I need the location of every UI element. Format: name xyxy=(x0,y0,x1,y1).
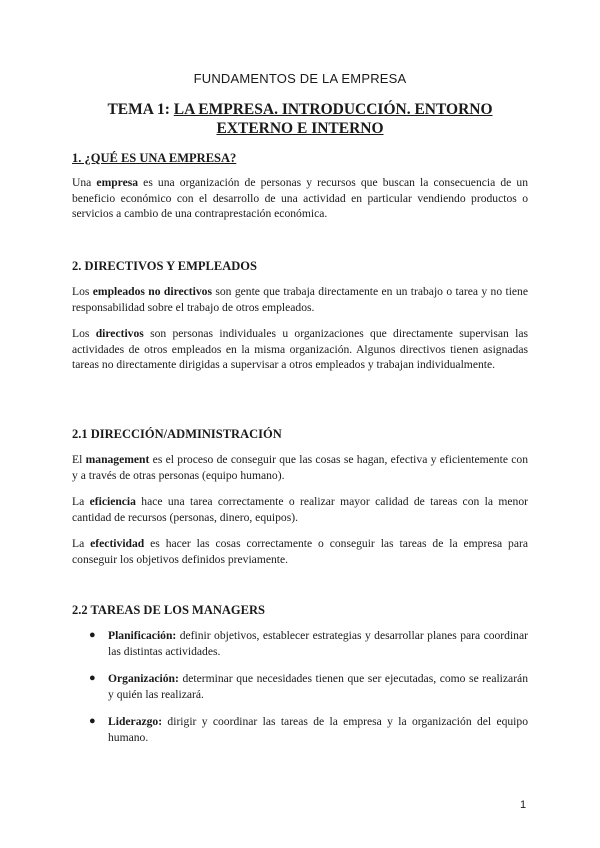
section-2-heading: 2. DIRECTIVOS Y EMPLEADOS xyxy=(72,259,257,273)
list-item: ● Liderazgo: dirigir y coordinar las tareas de la empresa y la organización del equipo humano. xyxy=(89,715,528,744)
section-2-2-heading: 2.2 TAREAS DE LOS MANAGERS xyxy=(72,603,265,617)
list-item: ● Planificación: definir objetivos, establecer estrategias y desarrollar planes para coordinar las distintas actividades. xyxy=(89,629,528,658)
bullet-icon: ● xyxy=(89,672,96,684)
term-directivos: directivos xyxy=(95,327,144,340)
section-2-1-heading: 2.1 DIRECCIÓN/ADMINISTRACIÓN xyxy=(72,427,282,441)
section-1-heading: 1. ¿QUÉ ES UNA EMPRESA? xyxy=(72,151,237,165)
list-item: ● Organización: determinar que necesidades tienen que ser ejecutadas, como se realizarán y quién las realizará. xyxy=(89,672,528,701)
chapter-prefix: TEMA 1: xyxy=(107,101,174,118)
term-empresa: empresa xyxy=(96,176,139,189)
term-eficiencia: eficiencia xyxy=(89,495,136,508)
bullet-icon: ● xyxy=(89,715,96,727)
section-2-1-paragraph-1: El management es el proceso de conseguir que las cosas se hagan, efectiva y eficientemente con y a través de otras personas (equipo humano). xyxy=(72,453,528,482)
term-empleados: empleados no directivos xyxy=(92,285,212,298)
bullet-icon: ● xyxy=(89,629,96,641)
course-title: FUNDAMENTOS DE LA EMPRESA xyxy=(193,71,407,86)
section-1-paragraph: Una empresa es una organización de personas y recursos que buscan la consecuencia de un beneficio económico con el desarrollo de una actividad en particular vendiendo productos o servicios a cambio de una contraprestación económica. xyxy=(72,176,528,220)
page-number: 1 xyxy=(520,799,527,811)
manager-tasks-list xyxy=(72,628,528,757)
section-2-1-paragraph-3: La efectividad es hacer las cosas correctamente o conseguir las tareas de la empresa para conseguir los objetivos definidos previamente. xyxy=(72,537,528,566)
section-2-paragraph-2: Los directivos son personas individuales u organizaciones que directamente supervisan las actividades de otros empleados en la misma organización. Algunos directivos tienen asignadas tareas no directamente dirigidas a supervisar a otros empleados y trabajan individualmente. xyxy=(72,327,528,371)
term-efectividad: efectividad xyxy=(90,537,145,550)
term-management: management xyxy=(85,453,150,466)
chapter-title xyxy=(72,100,528,138)
chapter-name: LA EMPRESA. INTRODUCCIÓN. ENTORNO EXTERNO E INTERNO xyxy=(173,101,493,137)
section-2-1-paragraph-2: La eficiencia hace una tarea correctamente o realizar mayor calidad de tareas con la menor cantidad de recursos (personas, dinero, equipos). xyxy=(72,495,528,524)
section-2-paragraph-1: Los empleados no directivos son gente que trabaja directamente en un trabajo o tarea y no tiene responsabilidad sobre el trabajo de otros empleados. xyxy=(72,285,529,314)
